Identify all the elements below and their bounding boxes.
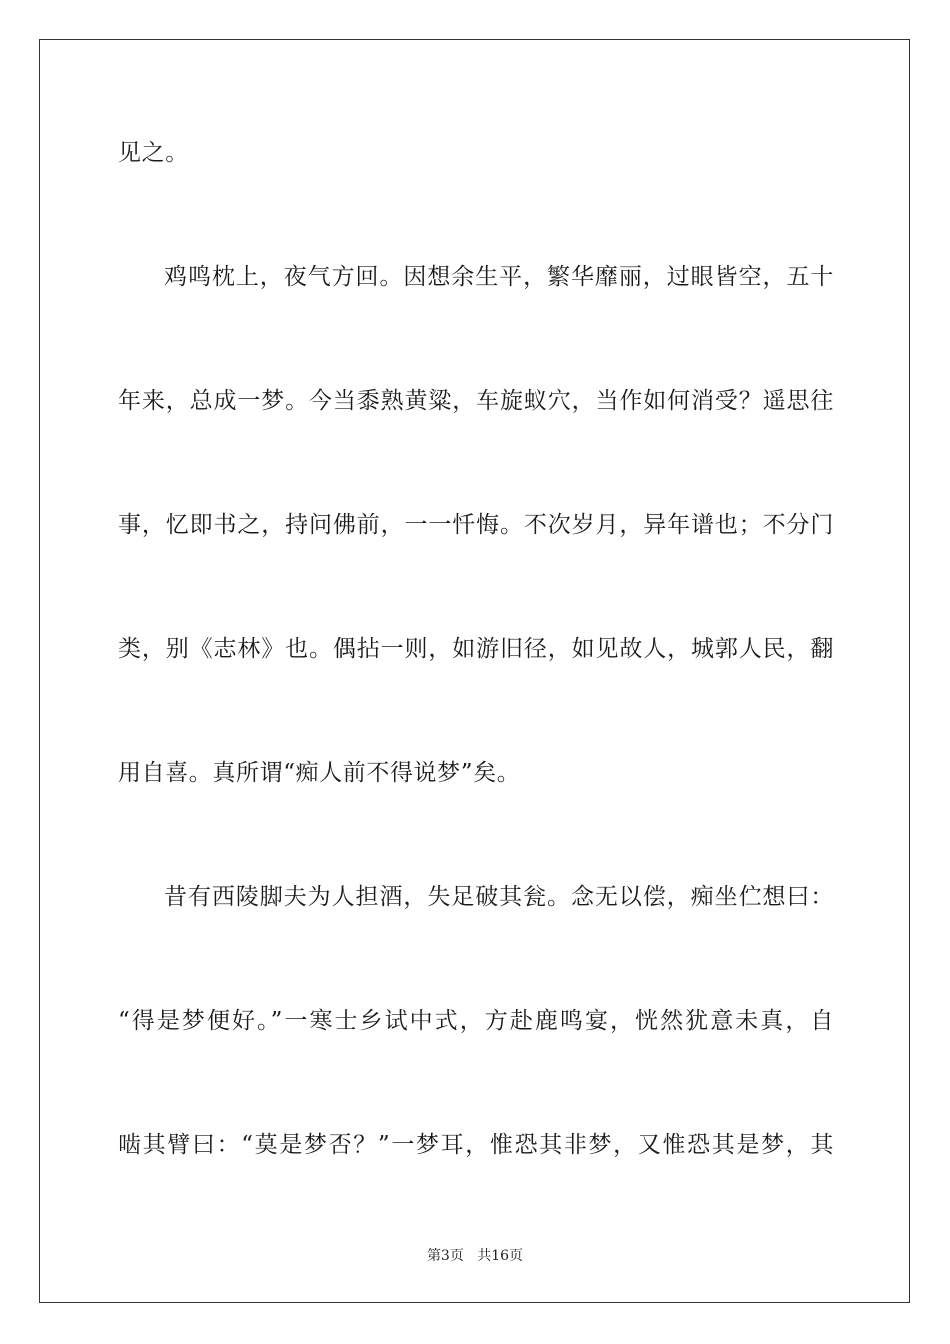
text-line-9: 啮其臂曰：“莫是梦否？”一梦耳，惟恐其非梦，又惟恐其是梦，其 xyxy=(118,1132,834,1158)
page-footer xyxy=(0,1247,950,1265)
text-line-5: 类，别《志林》也。偶拈一则，如游旧径，如见故人，城郭人民，翻 xyxy=(118,636,834,662)
text-line-3: 年来，总成一梦。今当黍熟黄粱，车旋蚁穴，当作如何消受？遥思往 xyxy=(118,388,834,414)
text-line-2: 鸡鸣枕上，夜气方回。因想余生平，繁华靡丽，过眼皆空，五十 xyxy=(164,264,834,290)
text-line-1: 见之。 xyxy=(118,140,189,166)
text-line-7: 昔有西陵脚夫为人担酒，失足破其瓮。念无以偿，痴坐伫想曰： xyxy=(164,884,834,910)
text-line-6: 用自喜。真所谓“痴人前不得说梦”矣。 xyxy=(118,760,521,786)
page-total: 共16页 xyxy=(477,1248,524,1264)
text-line-4: 事，忆即书之，持问佛前，一一忏悔。不次岁月，异年谱也；不分门 xyxy=(118,512,834,538)
page-number: 第3页 xyxy=(426,1248,464,1264)
text-line-8: “得是梦便好。”一寒士乡试中式，方赴鹿鸣宴，恍然犹意未真，自 xyxy=(118,1008,834,1034)
page-border xyxy=(39,39,910,1303)
